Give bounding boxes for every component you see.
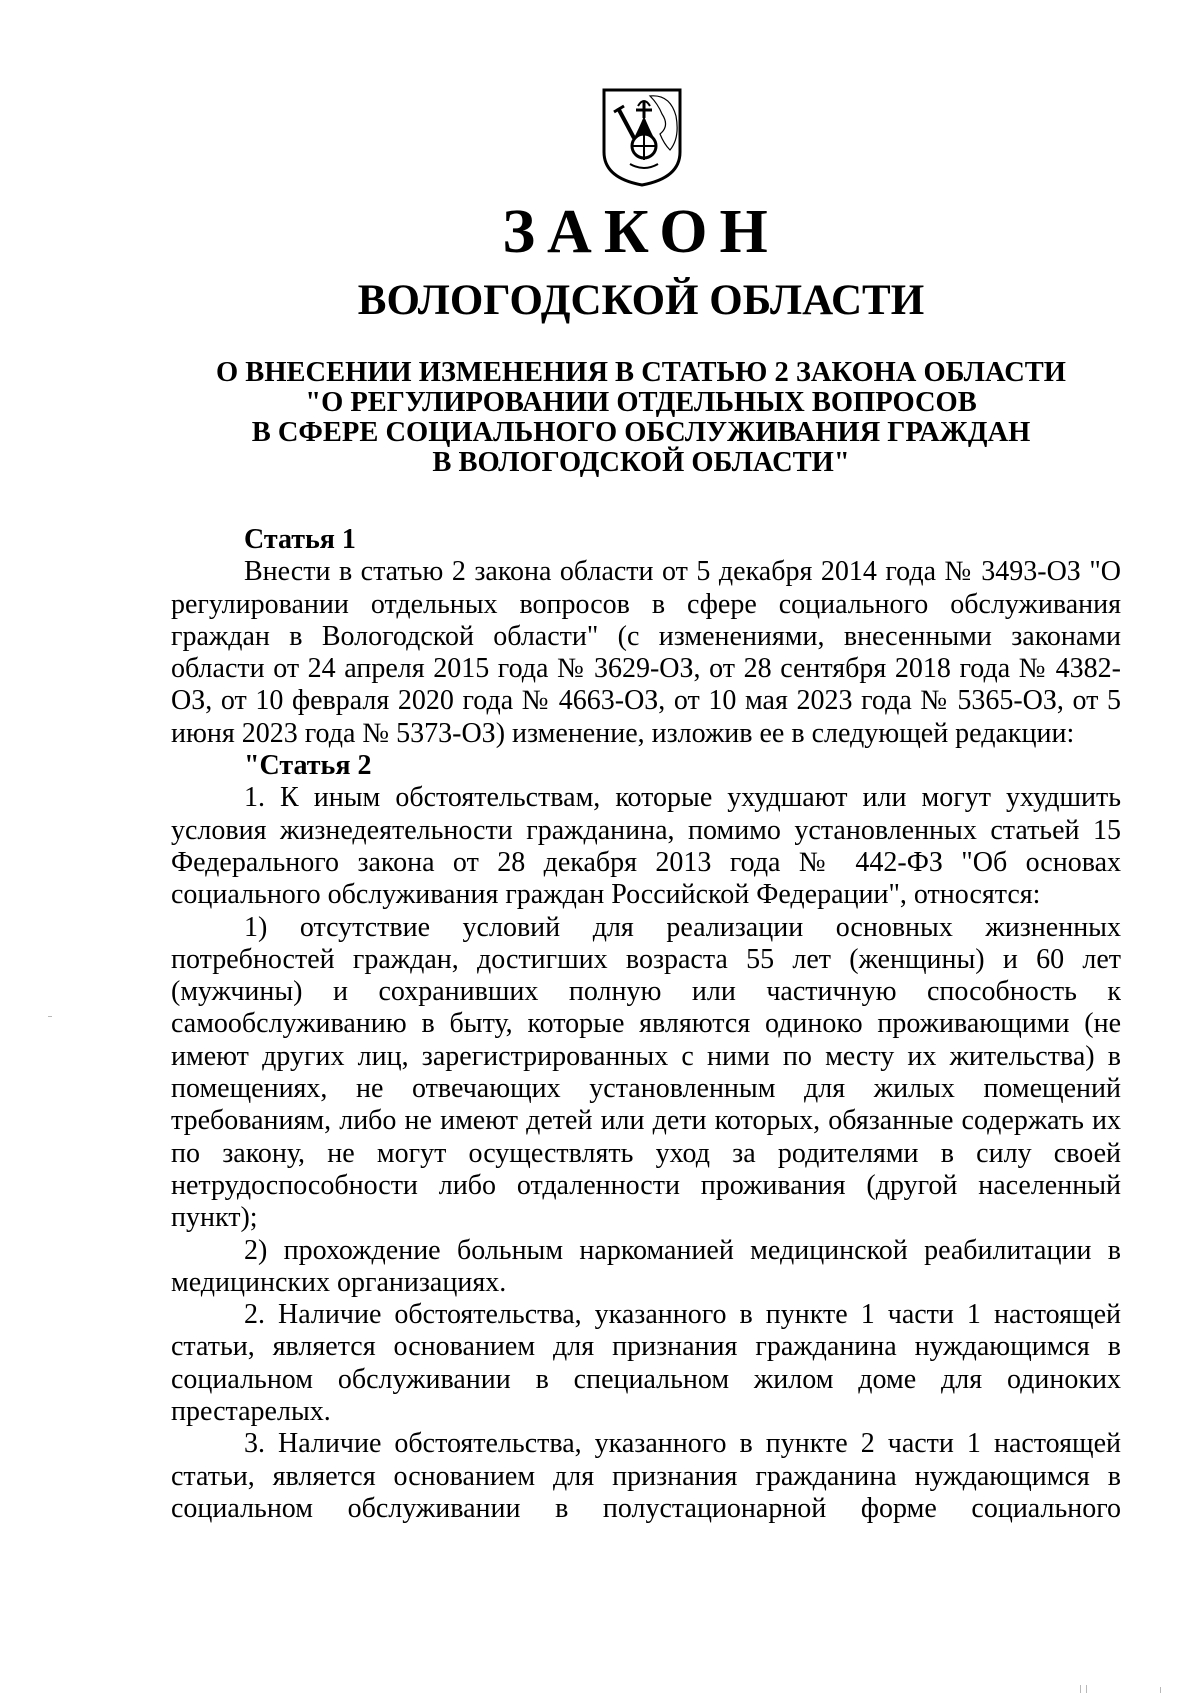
article-1-heading: Статья 1 — [244, 524, 356, 555]
subject-line: В СФЕРЕ СОЦИАЛЬНОГО ОБСЛУЖИВАНИЯ ГРАЖДАН — [251, 417, 1031, 448]
subject-line: "О РЕГУЛИРОВАНИИ ОТДЕЛЬНЫХ ВОПРОСОВ — [305, 387, 977, 418]
vologda-coat-of-arms-icon — [600, 86, 684, 188]
article-2-part-2: 2. Наличие обстоятельства, указанного в пункте 1 части 1 настоящей статьи, является основанием для признания гражданина нуждающимся в социальном обслуживании в специальном жилом доме для одиноких престарелых. — [171, 1299, 1121, 1428]
region-title: ВОЛОГОДСКОЙ ОБЛАСТИ — [357, 277, 925, 324]
scan-mark — [1080, 1685, 1081, 1693]
coat-of-arms-emblem — [600, 86, 684, 188]
scan-mark — [1086, 1685, 1087, 1693]
article-1-text: Внести в статью 2 закона области от 5 декабря 2014 года № 3493-ОЗ "О регулировании отдельных вопросов в сфере социального обслуживания граждан в Вологодской области" (с изменениями, внесенными законами области от 24 апреля 2015 года № 3629-ОЗ, от 28 сентября 2018 года № 4382-ОЗ, от 10 февраля 2020 года № 4663-ОЗ, от 10 мая 2023 года № 5365-ОЗ, от 5 июня 2023 года № 5373-ОЗ) изменение, изложив ее в следующей редакции: — [171, 556, 1121, 749]
article-2-heading: "Статья 2 — [244, 750, 372, 782]
law-subject — [200, 358, 1082, 478]
subject-line: В ВОЛОГОДСКОЙ ОБЛАСТИ" — [432, 447, 850, 478]
law-title: ЗАКОН — [502, 198, 780, 266]
article-2-part-3: 3. Наличие обстоятельства, указанного в пункте 2 части 1 настоящей статьи, является основанием для признания гражданина нуждающимся в социальном обслуживании в полустационарной форме социального — [171, 1428, 1121, 1524]
article-2-item-1: 1) отсутствие условий для реализации основных жизненных потребностей граждан, достигших возраста 55 лет (женщины) и 60 лет (мужчины) и сохранивших полную или частичную способность к самообслуживанию в быту, которые являются одиноко проживающими (не имеют других лиц, зарегистрированных с ними по месту их жительства) в помещениях, не отвечающих установленным для жилых помещений требованиям, либо не имеют детей или дети которых, обязанные содержать их по закону, не могут осуществлять уход за родителями в силу своей нетрудоспособности либо отдаленности проживания (другой населенный пункт); — [171, 911, 1121, 1234]
scan-mark — [1160, 1687, 1161, 1693]
article-2-part-1: 1. К иным обстоятельствам, которые ухудшают или могут ухудшить условия жизнедеятельности гражданина, помимо установленных статьей 15 Федерального закона от 28 декабря 2013 года № 442-ФЗ "Об основах социального обслуживания граждан Российской Федерации", относятся: — [171, 782, 1121, 911]
article-2-item-2: 2) прохождение больным наркоманией медицинской реабилитации в медицинских организациях. — [171, 1234, 1121, 1298]
subject-line: О ВНЕСЕНИИ ИЗМЕНЕНИЯ В СТАТЬЮ 2 ЗАКОНА ОБЛАСТИ — [216, 357, 1066, 388]
law-body — [171, 524, 1121, 1525]
scan-mark — [48, 1016, 52, 1017]
